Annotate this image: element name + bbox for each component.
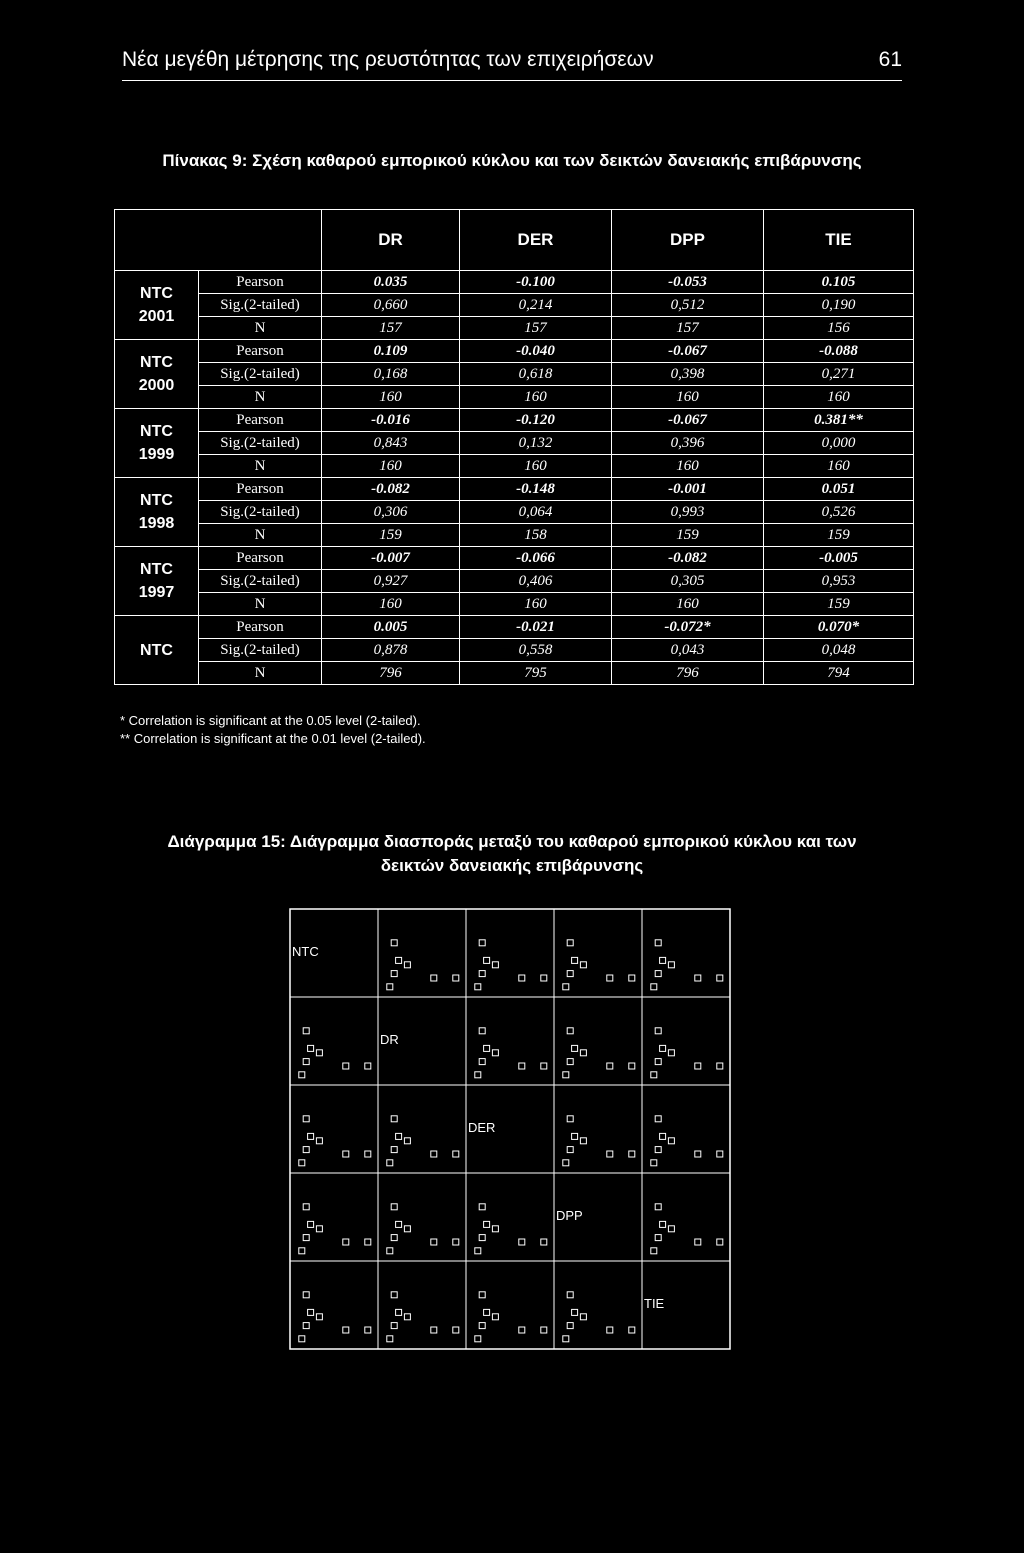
table-cell: -0.120 (460, 409, 612, 432)
stat-label: N (199, 455, 322, 478)
stat-label: Sig.(2-tailed) (199, 639, 322, 662)
scatter-point (316, 1226, 322, 1232)
table-row (115, 271, 914, 294)
table-cell: 159 (764, 524, 914, 547)
stat-label: N (199, 662, 322, 685)
matrix-frame (290, 909, 730, 1349)
scatter-point (629, 1151, 635, 1157)
table-cell: -0.082 (612, 547, 764, 570)
table-cell: 160 (764, 386, 914, 409)
table-row (115, 593, 914, 616)
table-row (115, 386, 914, 409)
table-cell: -0.082 (322, 478, 460, 501)
scatter-point (492, 1314, 498, 1320)
table-row (115, 547, 914, 570)
table-row (115, 455, 914, 478)
scatter-point (391, 940, 397, 946)
scatter-point (607, 975, 613, 981)
scatter-point (396, 1133, 402, 1139)
group-label-line1: NTC (140, 354, 173, 371)
scatter-point (572, 1309, 578, 1315)
scatter-point (303, 1116, 309, 1122)
scatter-point (308, 1133, 314, 1139)
scatter-point (492, 962, 498, 968)
column-header-der: DER (460, 210, 612, 271)
table-cell: 157 (612, 317, 764, 340)
scatter-point (391, 1323, 397, 1329)
table-cell: 0.105 (764, 271, 914, 294)
scatter-point (453, 1151, 459, 1157)
header-blank-cell (115, 210, 322, 271)
scatter-point (629, 1327, 635, 1333)
table-cell: 0,000 (764, 432, 914, 455)
scatter-point (567, 1028, 573, 1034)
scatter-point (479, 1235, 485, 1241)
header-rule (122, 80, 902, 81)
group-label (115, 478, 199, 547)
table-cell: 156 (764, 317, 914, 340)
scatter-point (479, 971, 485, 977)
scatter-point (484, 957, 490, 963)
scatter-point (607, 1151, 613, 1157)
scatter-point (308, 1045, 314, 1051)
stat-label: N (199, 317, 322, 340)
scatter-point (717, 1151, 723, 1157)
scatter-point (299, 1336, 305, 1342)
group-label (115, 547, 199, 616)
scatter-point (484, 1309, 490, 1315)
table-cell: 157 (322, 317, 460, 340)
scatter-point (387, 1160, 393, 1166)
scatter-point (567, 1323, 573, 1329)
scatter-point (541, 1239, 547, 1245)
scatter-point (717, 1063, 723, 1069)
scatter-point (316, 1050, 322, 1056)
table-cell: -0.005 (764, 547, 914, 570)
table-cell: 0,064 (460, 501, 612, 524)
table-cell: 795 (460, 662, 612, 685)
table-cell: -0.001 (612, 478, 764, 501)
table-cell: 0.070* (764, 616, 914, 639)
scatter-point (567, 1059, 573, 1065)
variable-label-dr: DR (380, 1032, 399, 1047)
group-label (115, 616, 199, 685)
scatter-point (479, 1028, 485, 1034)
table-cell: -0.066 (460, 547, 612, 570)
stat-label: Sig.(2-tailed) (199, 363, 322, 386)
scatter-point (475, 1248, 481, 1254)
table-row (115, 317, 914, 340)
table-cell: 159 (322, 524, 460, 547)
scatter-point (541, 1327, 547, 1333)
table-cell: -0.007 (322, 547, 460, 570)
scatter-point (660, 1221, 666, 1227)
group-label (115, 271, 199, 340)
footnote-01: ** Correlation is significant at the 0.01 level (2-tailed). (120, 731, 426, 746)
scatter-point (387, 984, 393, 990)
table-cell: 160 (612, 455, 764, 478)
stat-label: Sig.(2-tailed) (199, 432, 322, 455)
scatter-point (303, 1323, 309, 1329)
scatter-point (607, 1063, 613, 1069)
group-label (115, 340, 199, 409)
scatter-point (563, 1160, 569, 1166)
table-row (115, 639, 914, 662)
stat-label: Pearson (199, 478, 322, 501)
table-cell: 0,271 (764, 363, 914, 386)
table-cell: -0.021 (460, 616, 612, 639)
table-cell: 796 (612, 662, 764, 685)
scatter-point (365, 1063, 371, 1069)
scatter-point (391, 1147, 397, 1153)
scatter-point (651, 984, 657, 990)
scatter-point (655, 1204, 661, 1210)
scatter-point (567, 1147, 573, 1153)
table-row (115, 662, 914, 685)
running-header-title: Νέα μεγέθη μέτρησης της ρευστότητας των επιχειρήσεων (122, 48, 654, 71)
scatter-point (391, 1292, 397, 1298)
stat-label: Pearson (199, 340, 322, 363)
scatter-point (387, 1248, 393, 1254)
table-cell: 0,168 (322, 363, 460, 386)
scatter-point (655, 1235, 661, 1241)
stat-label: Pearson (199, 616, 322, 639)
table-cell: 0,526 (764, 501, 914, 524)
table-cell: 0,190 (764, 294, 914, 317)
chart-caption-line2: δεικτών δανειακής επιβάρυνσης (380, 856, 644, 875)
table-cell: 159 (764, 593, 914, 616)
scatter-point (519, 1063, 525, 1069)
scatter-point (404, 962, 410, 968)
correlation-table (114, 209, 914, 685)
scatter-point (572, 1045, 578, 1051)
scatter-point (655, 1059, 661, 1065)
table-cell: 0,927 (322, 570, 460, 593)
scatter-point (365, 1239, 371, 1245)
scatter-point (484, 1221, 490, 1227)
stat-label: Sig.(2-tailed) (199, 501, 322, 524)
variable-label-dpp: DPP (556, 1208, 583, 1223)
group-label-line1: NTC (140, 423, 173, 440)
table-row (115, 501, 914, 524)
table-cell: -0.040 (460, 340, 612, 363)
chart-caption (0, 830, 1024, 878)
table-cell: 0,048 (764, 639, 914, 662)
group-label-line1: NTC (140, 561, 173, 578)
scatter-point (475, 1336, 481, 1342)
table-row (115, 616, 914, 639)
stat-label: Pearson (199, 547, 322, 570)
table-cell: 0,993 (612, 501, 764, 524)
scatter-point (299, 1248, 305, 1254)
scatter-point (651, 1072, 657, 1078)
scatter-point (695, 1151, 701, 1157)
table-row (115, 409, 914, 432)
scatter-point (431, 1151, 437, 1157)
scatter-point (479, 1059, 485, 1065)
scatter-point (519, 1239, 525, 1245)
scatter-point (567, 940, 573, 946)
scatter-point (391, 971, 397, 977)
table-cell: 160 (764, 455, 914, 478)
table-cell: 160 (612, 386, 764, 409)
scatter-point (453, 1327, 459, 1333)
scatter-point (580, 1314, 586, 1320)
scatter-point (343, 1151, 349, 1157)
variable-label-der: DER (468, 1120, 496, 1135)
table-cell: 0,618 (460, 363, 612, 386)
table-cell: 0.035 (322, 271, 460, 294)
scatter-point (475, 1072, 481, 1078)
scatter-point (655, 1028, 661, 1034)
scatter-point (695, 975, 701, 981)
scatter-point (431, 975, 437, 981)
scatter-point (404, 1138, 410, 1144)
table-cell: 0,396 (612, 432, 764, 455)
scatter-point (479, 1323, 485, 1329)
table-cell: -0.088 (764, 340, 914, 363)
stat-label: N (199, 386, 322, 409)
table-row (115, 432, 914, 455)
scatter-point (303, 1147, 309, 1153)
scatter-point (668, 1138, 674, 1144)
table-row (115, 294, 914, 317)
stat-label: Sig.(2-tailed) (199, 570, 322, 593)
column-header-tie: TIE (764, 210, 914, 271)
scatter-point (343, 1239, 349, 1245)
table-cell: 160 (460, 386, 612, 409)
scatter-point (396, 957, 402, 963)
variable-label-ntc: NTC (292, 944, 319, 959)
scatter-point (567, 971, 573, 977)
group-label (115, 409, 199, 478)
scatter-point (343, 1327, 349, 1333)
table-cell: 0,512 (612, 294, 764, 317)
stat-label: Pearson (199, 271, 322, 294)
table-cell: 0,214 (460, 294, 612, 317)
group-label-line1: NTC (140, 641, 173, 659)
scatterplot-matrix (289, 908, 731, 1352)
scatter-point (695, 1063, 701, 1069)
table-cell: 0,843 (322, 432, 460, 455)
scatter-point (572, 957, 578, 963)
group-label-line2: 2001 (138, 308, 175, 325)
scatter-point (475, 984, 481, 990)
scatter-point (404, 1226, 410, 1232)
group-label-line2: 2000 (138, 377, 175, 394)
table-cell: 794 (764, 662, 914, 685)
scatter-point (299, 1072, 305, 1078)
table-cell: 0.109 (322, 340, 460, 363)
scatter-point (479, 940, 485, 946)
scatter-point (404, 1314, 410, 1320)
table-cell: 160 (322, 593, 460, 616)
page-number: 61 (878, 48, 902, 71)
stat-label: N (199, 593, 322, 616)
table-cell: 157 (460, 317, 612, 340)
table-cell: 159 (612, 524, 764, 547)
scatter-point (655, 971, 661, 977)
scatter-point (717, 975, 723, 981)
scatter-point (660, 957, 666, 963)
footnotes (120, 712, 426, 748)
scatter-point (717, 1239, 723, 1245)
table-cell: 0,878 (322, 639, 460, 662)
scatter-point (303, 1235, 309, 1241)
running-header (122, 48, 902, 78)
stat-label: Pearson (199, 409, 322, 432)
table-cell: 160 (322, 386, 460, 409)
table-row (115, 570, 914, 593)
table-row (115, 524, 914, 547)
scatter-point (479, 1204, 485, 1210)
scatter-point (651, 1248, 657, 1254)
table-cell: -0.067 (612, 409, 764, 432)
group-label-line1: NTC (140, 285, 173, 302)
scatter-point (387, 1336, 393, 1342)
scatter-point (492, 1226, 498, 1232)
footnote-05: * Correlation is significant at the 0.05 level (2-tailed). (120, 713, 421, 728)
scatter-point (655, 1147, 661, 1153)
table-cell: 160 (460, 455, 612, 478)
table-cell: 0,406 (460, 570, 612, 593)
scatter-point (316, 1314, 322, 1320)
table-cell: 160 (612, 593, 764, 616)
table-cell: -0.016 (322, 409, 460, 432)
scatter-point (563, 984, 569, 990)
scatter-point (668, 962, 674, 968)
scatter-point (396, 1309, 402, 1315)
scatter-point (492, 1050, 498, 1056)
scatter-point (396, 1221, 402, 1227)
table-cell: 160 (322, 455, 460, 478)
table-cell: 0,660 (322, 294, 460, 317)
table-cell: -0.053 (612, 271, 764, 294)
scatter-point (303, 1292, 309, 1298)
scatter-point (431, 1327, 437, 1333)
scatter-point (519, 975, 525, 981)
table-cell: 0.005 (322, 616, 460, 639)
table-cell: 160 (460, 593, 612, 616)
scatter-point (580, 962, 586, 968)
scatter-point (308, 1221, 314, 1227)
table-cell: -0.067 (612, 340, 764, 363)
table-cell: -0.100 (460, 271, 612, 294)
variable-label-tie: TIE (644, 1296, 665, 1311)
scatter-point (391, 1235, 397, 1241)
column-header-dpp: DPP (612, 210, 764, 271)
scatter-point (299, 1160, 305, 1166)
table-cell: 0,398 (612, 363, 764, 386)
scatter-point (479, 1292, 485, 1298)
group-label-line1: NTC (140, 492, 173, 509)
table-cell: 0,558 (460, 639, 612, 662)
table-cell: 0,953 (764, 570, 914, 593)
table-cell: -0.148 (460, 478, 612, 501)
scatter-point (484, 1045, 490, 1051)
table-cell: 0,043 (612, 639, 764, 662)
scatter-point (303, 1204, 309, 1210)
scatter-point (660, 1133, 666, 1139)
table-caption: Πίνακας 9: Σχέση καθαρού εμπορικού κύκλου και των δεικτών δανειακής επιβάρυνσης (162, 151, 862, 170)
group-label-line2: 1998 (138, 515, 175, 532)
scatter-point (365, 1327, 371, 1333)
scatter-point (629, 1063, 635, 1069)
scatter-point (343, 1063, 349, 1069)
scatter-point (629, 975, 635, 981)
column-header-dr: DR (322, 210, 460, 271)
table-row (115, 478, 914, 501)
chart-caption-line1: Διάγραμμα 15: Διάγραμμα διασποράς μεταξύ του καθαρού εμπορικού κύκλου και των (167, 832, 857, 851)
scatter-point (668, 1050, 674, 1056)
table-row (115, 363, 914, 386)
table-cell: 0,305 (612, 570, 764, 593)
table-cell: 796 (322, 662, 460, 685)
scatter-point (660, 1045, 666, 1051)
scatter-point (541, 1063, 547, 1069)
table-header-row (115, 210, 914, 271)
scatter-point (580, 1050, 586, 1056)
table-cell: 158 (460, 524, 612, 547)
scatter-point (567, 1292, 573, 1298)
scatter-point (580, 1138, 586, 1144)
table-cell: 0,132 (460, 432, 612, 455)
scatter-point (651, 1160, 657, 1166)
group-label-line2: 1997 (138, 584, 175, 601)
scatter-point (655, 1116, 661, 1122)
scatter-point (303, 1059, 309, 1065)
scatter-point (607, 1327, 613, 1333)
scatter-point (316, 1138, 322, 1144)
table-cell: 0.381** (764, 409, 914, 432)
scatter-point (563, 1336, 569, 1342)
scatter-point (391, 1204, 397, 1210)
scatter-point (308, 1309, 314, 1315)
scatter-point (695, 1239, 701, 1245)
scatter-point (453, 1239, 459, 1245)
scatter-point (541, 975, 547, 981)
stat-label: N (199, 524, 322, 547)
scatter-point (453, 975, 459, 981)
scatter-point (303, 1028, 309, 1034)
scatter-point (668, 1226, 674, 1232)
scatter-point (563, 1072, 569, 1078)
scatter-point (391, 1116, 397, 1122)
group-label-line2: 1999 (138, 446, 175, 463)
table-row (115, 340, 914, 363)
table-cell: 0.051 (764, 478, 914, 501)
scatter-point (567, 1116, 573, 1122)
scatter-point (572, 1133, 578, 1139)
scatter-point (365, 1151, 371, 1157)
scatter-point (431, 1239, 437, 1245)
table-cell: -0.072* (612, 616, 764, 639)
scatter-point (519, 1327, 525, 1333)
scatter-point (655, 940, 661, 946)
stat-label: Sig.(2-tailed) (199, 294, 322, 317)
table-cell: 0,306 (322, 501, 460, 524)
